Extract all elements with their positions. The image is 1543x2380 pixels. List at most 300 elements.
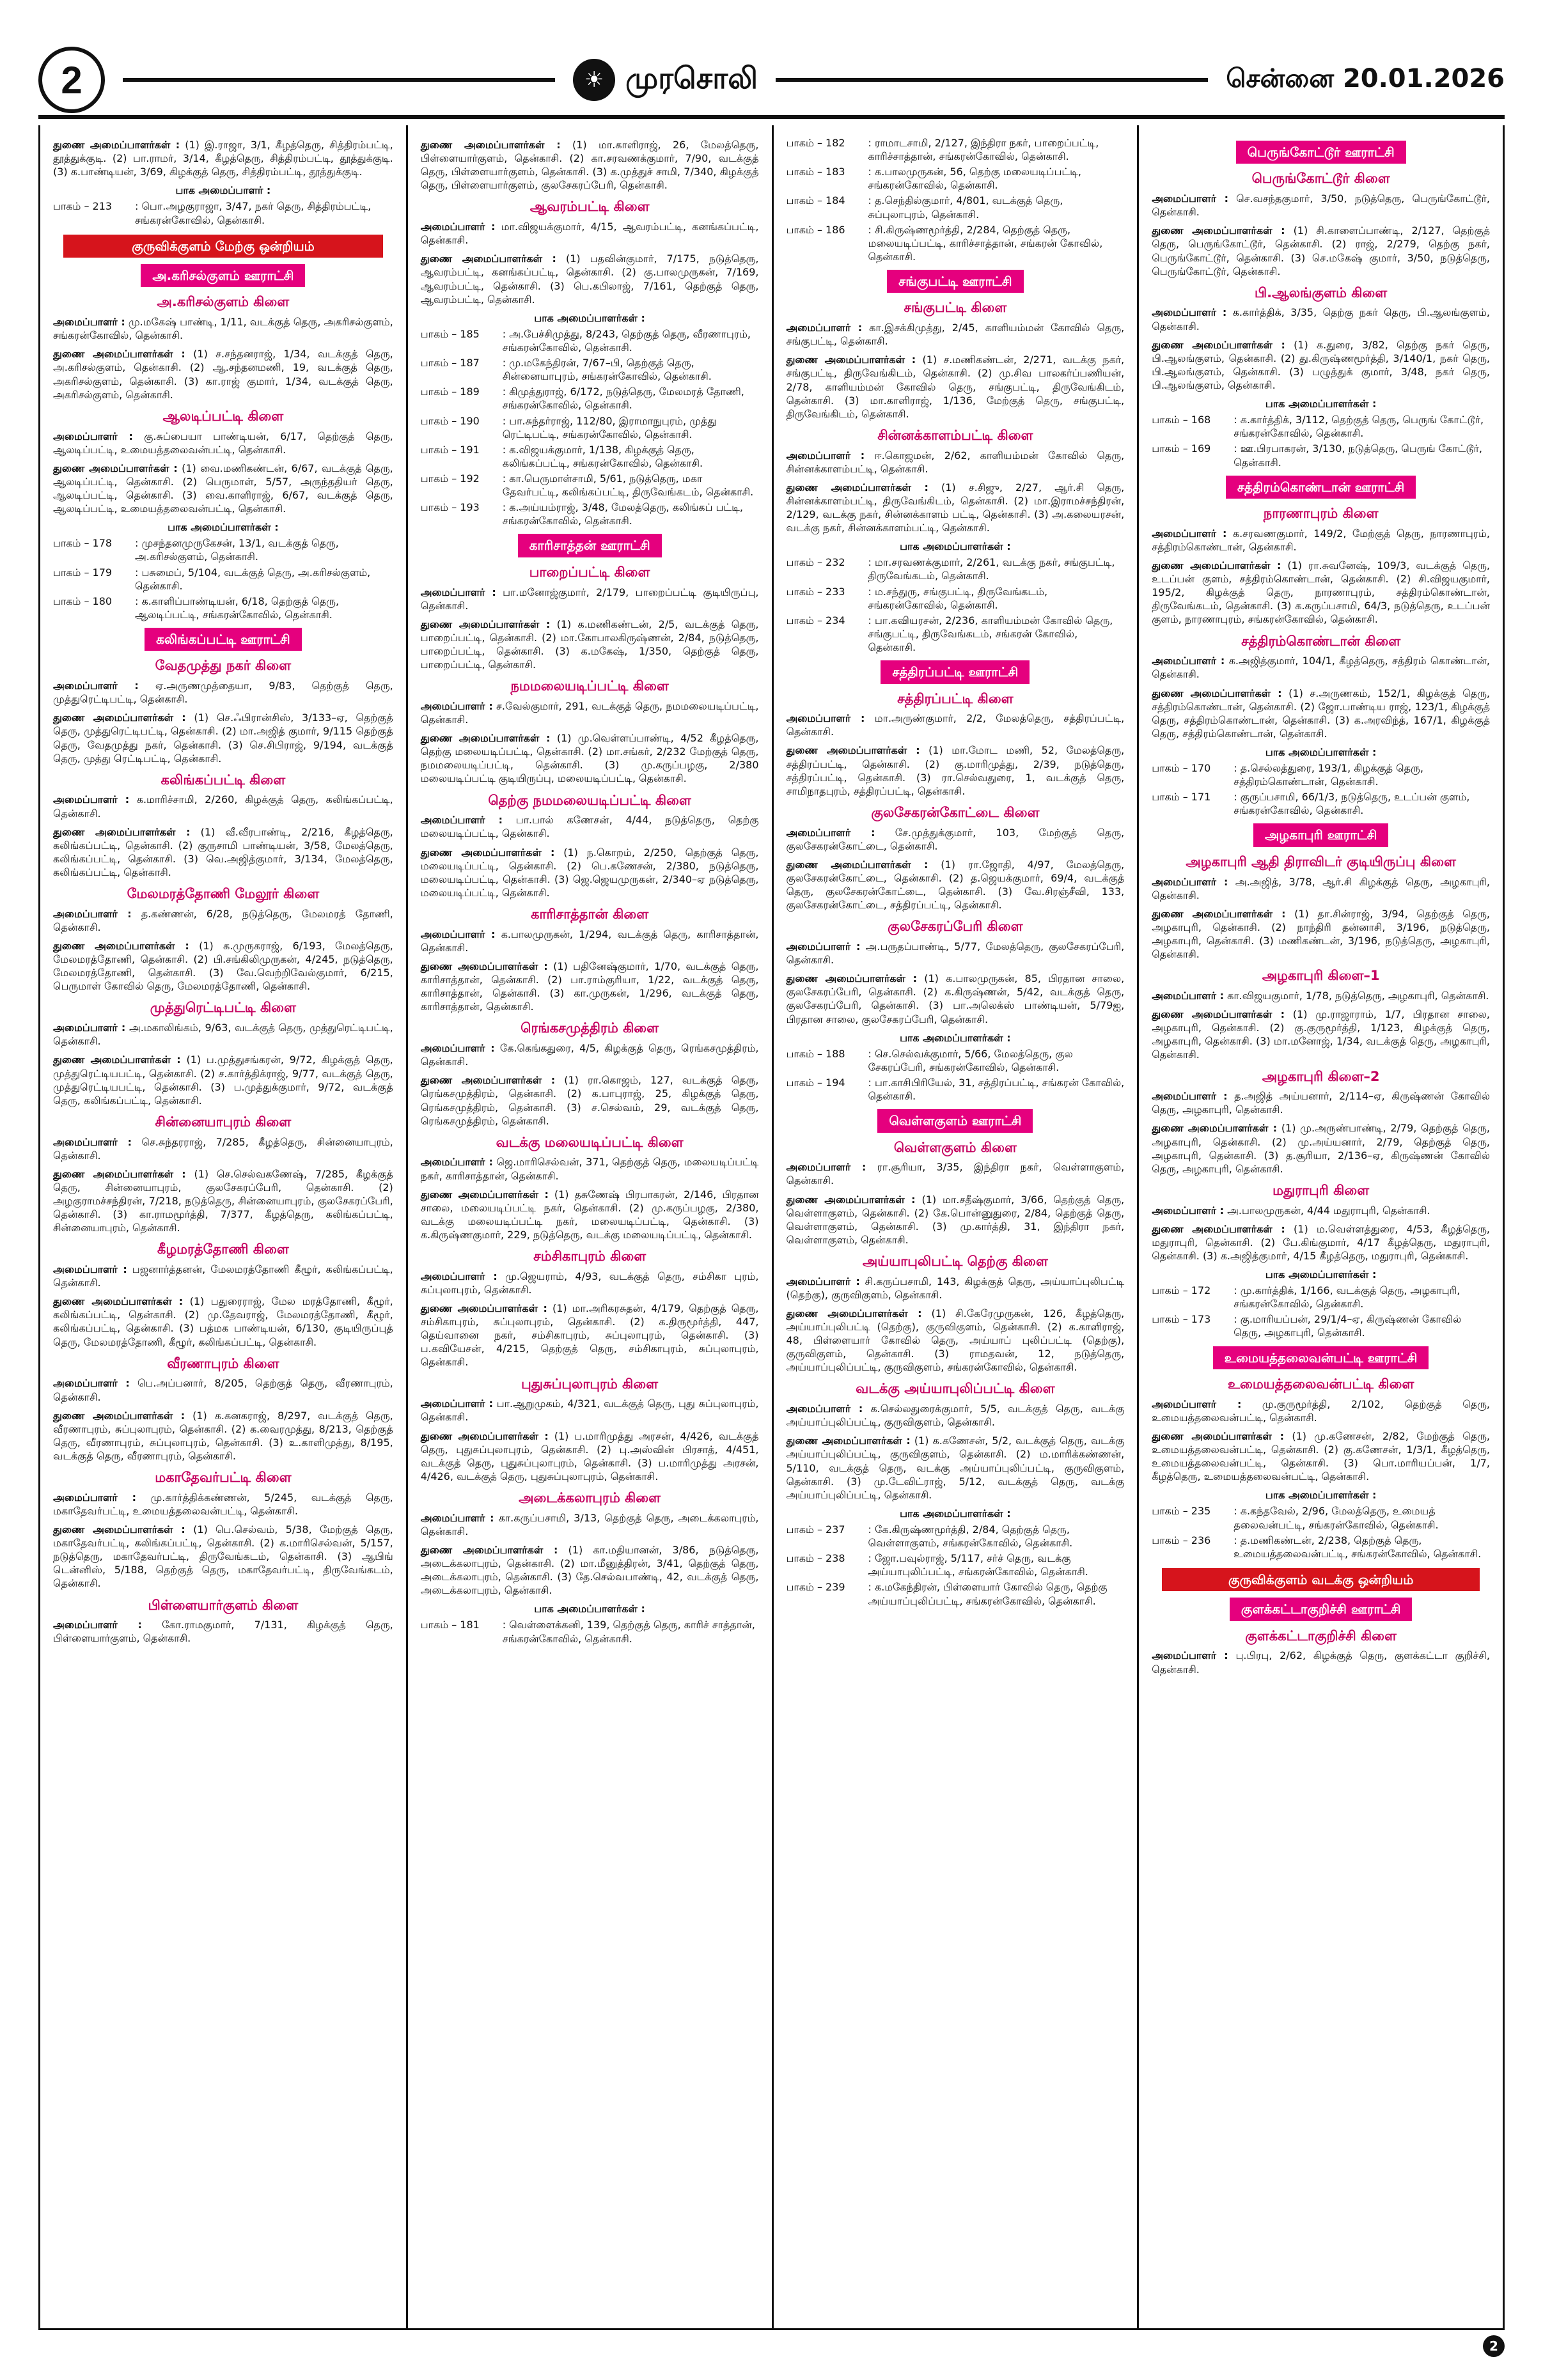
entry-paragraph — [53, 347, 393, 401]
entry-label: துணை அமைப்பாளர்கள் : — [53, 348, 185, 361]
branch-heading: வடக்கு மலையடிப்பட்டி கிளை — [496, 1134, 684, 1150]
booth-number: பாகம் – 190 — [420, 414, 480, 427]
entry-paragraph — [53, 939, 393, 993]
entry-paragraph — [421, 928, 759, 954]
booth-entry — [787, 614, 1125, 654]
entry-paragraph — [421, 1429, 759, 1483]
union-heading: குருவிக்குளம் மேற்கு ஒன்றியம் — [63, 235, 383, 258]
section-subheading: பாக அமைப்பாளர்கள் : — [900, 1507, 1011, 1520]
entry-text: அ.பாலமுருகன், 4/44 மதுராபுரி, தென்காசி. — [1227, 1204, 1430, 1217]
panchayat-heading: வெள்ளகுளம் ஊராட்சி — [877, 1109, 1033, 1132]
branch-heading: சத்திரப்பட்டி கிளை — [897, 690, 1014, 706]
entry-text: (1) க.கணேசன், 5/2, வடக்குத் தெரு, வடக்கு அய்யாப்புலிப்பட்டி, குருவிகுளம், தென்காசி. (2) ம.மாரிக்கண்ணன், 5/110, வடக்குத் தெரு, வடக்கு அய்யாப்புலிப்பட்டி, குருவிகுளம், தென்காசி. (3) மு.டேவிட்ராஜ், 5/12, வடக்குத் தெரு, வடக்கு அய்யாப்புலிப்பட்டி, தென்காசி. — [786, 1435, 1125, 1501]
entry-text: (1) வை.மணிகண்டன், 6/67, வடக்குத் தெரு, ஆலடிப்பட்டி, தென்காசி. (2) பெருமாள், 5/57, அருந்ததியர் தெரு, ஆலடிப்பட்டி, தென்காசி. (3) வை.காளிராஜ், 6/67, வடக்குத் தெரு, ஆலடிப்பட்டி, உமையத்தலைவன்பட்டி, தென்காசி. — [53, 462, 393, 515]
booth-entry — [1152, 761, 1490, 788]
entry-label: துணை அமைப்பாளர்கள் : — [53, 940, 189, 953]
entry-label: துணை அமைப்பாளர்கள் : — [420, 1543, 558, 1556]
booth-number: பாகம் – 183 — [786, 166, 845, 178]
branch-heading: அ.கரிசல்குளம் கிளை — [157, 294, 290, 310]
entry-paragraph — [1152, 1089, 1490, 1116]
entry-text: (1) க.பாலமுருகன், 85, பிரதான சாலை, குலசேகரப்பேரி, தென்காசி. (2) க.கிருஷ்ணன், 5/42, வடக்குத் தெரு, குலசேகரப்பேரி, தென்காசி. (3) பா.அலெக்ஸ் பாண்டியன், 5/79ஐ, பிரதான சாலை, குலசேகரப்பேரி, தென்காசி. — [786, 972, 1125, 1025]
entry-paragraph — [787, 1307, 1125, 1374]
entry-label: அமைப்பாளர் : — [420, 1397, 494, 1410]
entry-text: அ.அஜித், 3/78, ஆர்.சி கிழக்குத் தெரு, அழகாபுரி, தென்காசி. — [1152, 875, 1491, 901]
entry-paragraph — [787, 1434, 1125, 1502]
booth-organizer: : ம.சந்துரு, சங்குபட்டி, திருவேங்கடம், சங்கரன்கோவில், தென்காசி. — [868, 585, 1048, 611]
booth-organizer: : பா.சுந்தர்ராஜ், 112/80, இராமாநுபுரம், முத்து ரெட்டிபட்டி, சங்கரன்கோவில், தென்காசி. — [502, 414, 717, 440]
entry-paragraph — [787, 972, 1125, 1025]
entry-paragraph — [53, 825, 393, 879]
entry-text: (1) மு.ராஜாராம், 1/7, பிரதான சாலை, அழகாபுரி, தென்காசி. (2) கு.குருமூர்த்தி, 1/123, கிழக்குத் தெரு, அழகாபுரி, தென்காசி. (3) மா.மனோஜ், 1/34, வடக்குத் தெரு, அழகாபுரி, தென்காசி. — [1152, 1008, 1490, 1061]
entry-paragraph — [787, 712, 1125, 738]
entry-paragraph — [421, 220, 759, 247]
branch-heading: உமையத்தலைவன்பட்டி கிளை — [1227, 1376, 1414, 1392]
entry-paragraph — [1152, 338, 1490, 392]
entry-label: துணை அமைப்பாளர்கள் : — [420, 139, 561, 151]
entry-text: க.மாரிச்சாமி, 2/260, கிழக்குத் தெரு, கலிங்கப்பட்டி, தென்காசி. — [53, 793, 393, 820]
entry-text: (1) செ.ஃபிரான்சிஸ், 3/133–ஏ, தெற்குத் தெரு, முத்துரெட்டிபட்டி, தென்காசி. (2) மா.அஜித் குமார், 9/115 தெற்குத் தெரு, வேதமுத்து நகர், தென்காசி. (3) செ.சிபிராஜ், 9/194, வடக்குத் தெரு, முத்து ரெட்டிபட்டி, தென்காசி. — [53, 712, 393, 765]
entry-paragraph — [421, 1270, 759, 1296]
entry-label: அமைப்பாளர் : — [53, 316, 125, 329]
booth-entry — [787, 165, 1125, 192]
entry-label: துணை அமைப்பாளர்கள் : — [786, 481, 928, 494]
booth-number: பாகம் – 181 — [420, 1619, 480, 1631]
entry-paragraph — [787, 1402, 1125, 1429]
booth-organizer: : பா.கவியரசன், 2/236, காளியம்மன் கோவில் தெரு, சங்குபட்டி, திருவேங்கடம், சங்கரன் கோவில், தென்காசி. — [868, 614, 1113, 653]
section-subheading: பாக அமைப்பாளர்கள் : — [900, 1031, 1011, 1044]
entry-text: பெ.அப்பனார், 8/205, தெற்குத் தெரு, வீரணாபுரம், தென்காசி. — [53, 1377, 393, 1403]
entry-text: த.அஜித் அய்யனார், 2/114–ஏ, கிருஷ்ணன் கோவில் தெரு, அழகாபுரி, தென்காசி. — [1152, 1090, 1491, 1116]
entry-paragraph — [53, 430, 393, 456]
entry-paragraph — [1152, 687, 1490, 740]
entry-text: பஜனார்த்தனன், மேலமரத்தோணி கீழூர், கலிங்கப்பட்டி, தென்காசி. — [53, 1263, 393, 1289]
entry-text: (1) ரா.கொஜம், 127, வடக்குத் தெரு, ரெங்கசமுத்திரம், தென்காசி. (2) க.பாபுராஜ், 25, கிழக்குத் தெரு, ரெங்கசமுத்திரம், தென்காசி. (3) ச.செல்வம், 29, வடக்குத் தெரு, ரெங்கசமுத்திரம், தென்காசி. — [420, 1074, 759, 1127]
section-subheading: பாக அமைப்பாளர்கள் : — [534, 311, 645, 324]
entry-label: அமைப்பாளர் : — [786, 449, 865, 462]
entry-text: (1) க.முருகராஜ், 6/193, மேலத்தெரு, மேலமரத்தோணி, தென்காசி. (2) பி.சங்கிலிமுருகன், 4/245, நடுத்தெரு, மேலமரத்தோணி, தென்காசி. (3) வே.வெற்றிவேல்குமார், 6/215, பெருமாள் கோவில் தெரு, மேலமரத்தோணி, தென்காசி. — [53, 940, 393, 993]
branch-heading: அய்யாபுலிபட்டி தெற்கு கிளை — [862, 1253, 1048, 1269]
entry-text: (1) தசுணேஷ் பிரபாகரன், 2/146, பிரதான சாலை, மலையடிப்பட்டி நகர், தென்காசி. (2) மு.கருப்பழகு, 2/380, வடக்கு மலையடிப்பட்டி நகர், மலையடிப்பட்டி, தென்காசி. (3) க.கிருஷ்ணகுமார், 229, நடுத்தெரு, வடக்கு மலையடிப்பட்டி, தென்காசி. — [420, 1188, 759, 1241]
entry-label: அமைப்பாளர் : — [786, 712, 865, 725]
entry-label: துணை அமைப்பாளர்கள் : — [53, 1167, 186, 1180]
entry-paragraph — [53, 1167, 393, 1235]
entry-label: துணை அமைப்பாளர்கள் : — [53, 139, 180, 151]
entry-label: துணை அமைப்பாளர்கள் : — [1152, 1008, 1285, 1021]
booth-entry — [787, 1523, 1125, 1550]
entry-label: துணை அமைப்பாளர்கள் : — [420, 846, 555, 859]
entry-label: துணை அமைப்பாளர்கள் : — [1152, 687, 1282, 699]
entry-paragraph — [1152, 989, 1490, 1002]
booth-organizer: : ஜோ.பவுல்ராஜ், 5/117, சர்ச் தெரு, வடக்கு அய்யாபுலிப்பட்டி, சங்கரன்கோவில், தென்காசி. — [868, 1552, 1088, 1578]
booth-organizer: : கிமுத்துராஜ், 6/172, நடுத்தெரு, மேலமரத் தோணி, சங்கரன்கோவில், தென்காசி. — [502, 385, 744, 412]
entry-text: சே.முத்துக்குமார், 103, மேற்குத் தெரு, குலசேகரன்கோட்டை, தென்காசி. — [786, 826, 1125, 852]
entry-text: செ.சுந்தரராஜ், 7/285, கீழத்தெரு, சின்னையாபுரம், தென்காசி. — [53, 1135, 393, 1162]
booth-entry — [787, 194, 1125, 221]
branch-heading: சங்குபட்டி கிளை — [904, 300, 1007, 316]
entry-label: துணை அமைப்பாளர்கள் : — [420, 1074, 556, 1087]
entry-label: துணை அமைப்பாளர்கள் : — [786, 354, 916, 366]
booth-entry — [421, 1618, 759, 1645]
entry-label: துணை அமைப்பாளர்கள் : — [786, 972, 918, 985]
entry-paragraph — [1152, 875, 1490, 902]
entry-label: அமைப்பாளர் : — [420, 221, 496, 233]
entry-paragraph — [421, 618, 759, 671]
header-rule-right — [776, 78, 1208, 82]
branch-heading: பெருங்கோட்டூர் கிளை — [1251, 171, 1390, 187]
booth-number: பாகம் – 185 — [420, 327, 480, 340]
entry-paragraph — [421, 138, 759, 192]
entry-paragraph — [787, 1193, 1125, 1247]
entry-text: க.கார்த்திக், 3/35, தெற்கு நகர் தெரு, பி.ஆலங்குளம், தென்காசி. — [1152, 306, 1490, 332]
booth-entry — [421, 356, 759, 383]
booth-entry — [787, 1580, 1125, 1607]
entry-text: கே.கெங்கதுரை, 4/5, கிழக்குத் தெரு, ரெங்கசமுத்திரம், தென்காசி. — [420, 1042, 759, 1068]
booth-number: பாகம் – 234 — [786, 614, 845, 626]
entry-label: அமைப்பாளர் : — [53, 1135, 132, 1148]
entry-text: (1) மா.மோட மணி, 52, மேலத்தெரு, சத்திரப்பட்டி, தென்காசி. (2) கு.மாரிமுத்து, 2/39, நடுத்தெரு, சத்திரப்பட்டி, தென்காசி. (3) ரா.செல்வதுரை, 1, வடக்குத் தெரு, சாமிநாதபுரம், சத்திரப்பட்டி, தென்காசி. — [786, 744, 1125, 797]
branch-heading: பாறைப்பட்டி கிளை — [529, 564, 650, 580]
booth-number: பாகம் – 184 — [786, 194, 845, 207]
entry-label: துணை அமைப்பாளர்கள் : — [1152, 907, 1286, 920]
entry-paragraph — [53, 711, 393, 765]
booth-entry — [1152, 1312, 1490, 1339]
entry-label: துணை அமைப்பாளர்கள் : — [53, 1054, 181, 1066]
entry-paragraph — [421, 846, 759, 899]
entry-label: அமைப்பாளர் : — [53, 680, 139, 692]
entry-label: அமைப்பாளர் : — [1152, 527, 1227, 540]
booth-number: பாகம் – 237 — [786, 1523, 845, 1536]
entry-text: ஜெ.மாரிசெல்வன், 371, தெற்குத் தெரு, மலையடிப்பட்டி நகர், காரிசாத்தான், தென்காசி. — [420, 1156, 759, 1182]
entry-label: அமைப்பாளர் : — [420, 928, 496, 940]
entry-paragraph — [1152, 192, 1490, 219]
booth-number: பாகம் – 189 — [420, 385, 480, 398]
entry-label: துணை அமைப்பாளர்கள் : — [420, 960, 548, 972]
booth-number: பாகம் – 235 — [1152, 1505, 1211, 1518]
entry-label: அமைப்பாளர் : — [786, 1275, 860, 1287]
branch-heading: சம்சிகாபுரம் கிளை — [533, 1248, 646, 1264]
entry-label: துணை அமைப்பாளர்கள் : — [1152, 224, 1285, 237]
booth-number: பாகம் – 192 — [420, 472, 480, 485]
entry-label: அமைப்பாளர் : — [786, 940, 861, 953]
booth-entry — [421, 472, 759, 499]
panchayat-heading: காரிசாத்தன் ஊராட்சி — [518, 534, 662, 557]
booth-number: பாகம் – 168 — [1152, 414, 1211, 426]
booth-number: பாகம் – 186 — [786, 223, 845, 236]
entry-label: அமைப்பாளர் : — [420, 1156, 493, 1169]
panchayat-heading: சத்திரம்கொண்டான் ஊராட்சி — [1226, 476, 1416, 499]
branch-heading: காரிசாத்தான் கிளை — [531, 906, 649, 922]
section-subheading: பாக அமைப்பாளர்கள் : — [168, 521, 279, 534]
booth-number: பாகம் – 236 — [1152, 1534, 1211, 1546]
entry-text: செ.வசந்தகுமார், 3/50, நடுத்தெரு, பெருங்கோட்டூர், தென்காசி. — [1152, 192, 1491, 219]
entry-label: அமைப்பாளர் : — [1152, 655, 1225, 667]
panchayat-heading: குளக்கட்டாகுறிச்சி ஊராட்சி — [1230, 1598, 1413, 1621]
entry-text: ஏ.அருணமுத்தையா, 9/83, தெற்குத் தெரு, முத்துரெட்டிபட்டி, தென்காசி. — [53, 680, 393, 706]
branch-heading: குளக்கட்டாகுறிச்சி கிளை — [1245, 1628, 1397, 1644]
entry-label: அமைப்பாளர் : — [53, 793, 130, 806]
entry-label: துணை அமைப்பாளர்கள் : — [420, 618, 551, 630]
entry-text: (1) மு.அருண்பாண்டி, 2/79, தெற்குத் தெரு, அழகாபுரி, தென்காசி. (2) மு.அய்யனார், 2/79, தெற்குத் தெரு, அழகாபுரி, தென்காசி. (3) த.சூரியா, 2/136–ஏ, கிருஷ்ணன் கோவில் தெரு, அழகாபுரி, தென்காசி. — [1152, 1122, 1491, 1175]
entry-paragraph — [53, 1021, 393, 1048]
entry-text: மு.கார்த்திக்கண்ணன், 5/245, வடக்குத் தெரு, மகாதேவர்பட்டி, உமையத்தலைவன்பட்டி, தென்காசி. — [53, 1491, 393, 1517]
entry-paragraph — [53, 462, 393, 515]
entry-paragraph — [787, 1160, 1125, 1187]
booth-entry — [787, 1552, 1125, 1578]
entry-label: துணை அமைப்பாளர்கள் : — [420, 253, 556, 265]
entry-label: அமைப்பாளர் : — [420, 699, 493, 712]
entry-paragraph — [421, 252, 759, 306]
entry-text: கு.சுப்பையா பாண்டியன், 6/17, தெற்குத் தெரு, ஆலடிப்பட்டி, உமையத்தலைவன்பட்டி, தென்காசி. — [53, 430, 393, 456]
entry-label: துணை அமைப்பாளர்கள் : — [786, 1307, 922, 1319]
entry-text: க.செல்லதுரைக்குமார், 5/5, வடக்குத் தெரு, வடக்கு அய்யாப்புலிப்பட்டி, குருவிகுளம், தென்காசி. — [786, 1403, 1125, 1429]
section-subheading: பாக அமைப்பாளர்கள் : — [1265, 1268, 1377, 1281]
booth-number: பாகம் – 238 — [786, 1552, 845, 1565]
entry-text: மு.மகேஷ் பாண்டி, 1/11, வடக்குத் தெரு, அகரிசல்குளம், சங்கரன்கோவில், தென்காசி. — [53, 316, 393, 342]
entry-paragraph — [53, 1135, 393, 1162]
booth-organizer: : செ.செல்வக்குமார், 5/66, மேலத்தெரு, குல சேகரப்பேரி, சங்கரன்கோவில், தென்காசி. — [868, 1047, 1073, 1073]
entry-paragraph — [1152, 1007, 1490, 1061]
entry-paragraph — [1152, 224, 1490, 277]
entry-paragraph — [421, 1543, 759, 1597]
entry-paragraph — [53, 679, 393, 706]
branch-heading: சத்திரம்கொண்டான் கிளை — [1241, 633, 1401, 649]
booth-entry — [787, 1047, 1125, 1074]
entry-paragraph — [421, 1511, 759, 1538]
entry-text: (1) சி.கேரேமுருகன், 126, கீழத்தெரு, அய்யாப்புலிபட்டி (தெற்கு), குருவிகுளம், தென்காசி. (2) க.காளிராஜ், 48, பிள்ளையார் கோவில் தெரு, அய்யாப் புலிப்பட்டி (தெற்கு), குருவிகுளம், தென்காசி. (3) ராமதவன், 12, நடுத்தெரு, அய்யாப்புலிப்பட்டி, குருவிகுளம், சங்கரன்கோவில், தென்காசி. — [786, 1307, 1125, 1374]
entry-text: (1) ச.மணிகண்டன், 2/271, வடக்கு நகர், சங்குபட்டி, திருவேங்கிடம், தென்காசி. (2) மு.சிவ பாலகர்ப்பணியன், 2/78, காளியம்மன் கோவில் தெரு, சங்குபட்டி, திருவேங்கிடம், தென்காசி. (3) மா.காளிராஜ், 1/136, மேற்குத் தெரு, சங்குபட்டி, திருவேங்கிடம், தென்காசி. — [786, 354, 1125, 420]
entry-label: அமைப்பாளர் : — [53, 1491, 137, 1504]
entry-text: மா.விஜயக்குமார், 4/15, ஆவரம்பட்டி, கனங்கப்பட்டி, தென்காசி. — [420, 221, 759, 247]
entry-label: துணை அமைப்பாளர்கள் : — [53, 1523, 185, 1536]
booth-number: பாகம் – 187 — [420, 357, 480, 369]
entry-text: (1) பதினேஷ்குமார், 1/70, வடக்குத் தெரு, காரிசாத்தான், தென்காசி. (2) பா.ராம்குரியா, 1/22, வடக்குத் தெரு, காரிசாத்தான், தென்காசி. (3) கா.முருகன், 1/296, வடக்குத் தெரு, காரிசாத்தான், தென்காசி. — [420, 960, 759, 1013]
entry-text: ச.வேல்குமார், 291, வடக்குத் தெரு, நமமலையடிப்பட்டி, தென்காசி. — [420, 699, 759, 726]
panchayat-heading: அ.கரிசல்குளம் ஊராட்சி — [141, 264, 305, 287]
masthead — [573, 59, 758, 101]
entry-label: அமைப்பாளர் : — [1152, 1397, 1242, 1410]
entry-paragraph — [1152, 1121, 1490, 1175]
booth-number: பாகம் – 179 — [53, 566, 113, 579]
entry-label: அமைப்பாளர் : — [1152, 192, 1229, 205]
entry-paragraph — [787, 353, 1125, 421]
booth-organizer: : க.மகேந்திரன், பிள்ளையார் கோவில் தெரு, தெற்கு அய்யாப்புலிப்பட்டி, சங்கரன்கோவில், தென்காசி. — [868, 1581, 1108, 1607]
booth-organizer: : பசுமைப், 5/104, வடக்குத் தெரு, அ.கரிசல்குளம், தென்காசி. — [135, 566, 371, 592]
entry-paragraph — [53, 1491, 393, 1518]
entry-label: அமைப்பாளர் : — [420, 1270, 497, 1282]
branch-heading: மேலமரத்தோணி மேலூர் கிளை — [127, 886, 320, 902]
booth-entry — [421, 327, 759, 354]
entry-label: அமைப்பாளர் : — [1152, 1090, 1228, 1103]
entry-paragraph — [421, 1302, 759, 1369]
entry-paragraph — [53, 1523, 393, 1591]
entry-paragraph — [1152, 1397, 1490, 1424]
entry-label: துணை அமைப்பாளர்கள் : — [786, 1435, 911, 1447]
booth-entry — [1152, 1534, 1490, 1560]
entry-text: (1) இ.ராஜா, 3/1, கீழத்தெரு, சித்திரம்பட்டி, தூத்துக்குடி. (2) பா.ராமர், 3/14, கீழத்தெரு, சித்திரம்பட்டி, தூத்துக்குடி. (3) க.பாண்டியன், 3/69, கிழக்குத் தெரு, சித்திரம்பட்டி, தூத்துக்குடி. — [53, 139, 393, 178]
booth-organizer: : த.செந்தில்குமார், 4/801, வடக்குத் தெரு, சுப்புலாபுரம், தென்காசி. — [868, 194, 1063, 221]
booth-number: பாகம் – 173 — [1152, 1313, 1211, 1326]
booth-number: பாகம் – 178 — [53, 537, 113, 550]
booth-number: பாகம் – 169 — [1152, 442, 1211, 455]
booth-organizer: : க.விஜயக்குமார், 1/138, கிழக்குத் தெரு, கலிங்கப்பட்டி, சங்கரன்கோவில், தென்காசி. — [502, 443, 703, 469]
section-subheading: பாக அமைப்பாளர்கள் : — [534, 1603, 645, 1615]
entry-label: துணை அமைப்பாளர்கள் : — [420, 1429, 549, 1442]
entry-paragraph — [421, 813, 759, 840]
branch-heading: ஆலடிப்பட்டி கிளை — [162, 408, 284, 424]
entry-label: துணை அமைப்பாளர்கள் : — [786, 744, 920, 757]
entry-text: ஈ.கொஜமன், 2/62, காளியம்மன் கோவில் தெரு, சின்னக்காளம்பட்டி, தென்காசி. — [786, 449, 1125, 475]
booth-organizer: : பொ.அழகுராஜா, 3/47, நகர் தெரு, சித்திரம்பட்டி, சங்கரன்கோவில், தென்காசி. — [135, 200, 372, 226]
booth-entry — [421, 443, 759, 470]
entry-text: (1) க.மணிகண்டன், 2/5, வடக்குத் தெரு, பாறைப்பட்டி, தென்காசி. (2) மா.கோபாலகிருஷ்ணன், 2/84, நடுத்தெரு, பாறைப்பட்டி, தென்காசி. (3) க.மகேஷ், 1/350, தெற்குத் தெரு, பாறைப்பட்டி, தென்காசி. — [420, 618, 759, 671]
booth-number: பாகம் – 193 — [420, 501, 480, 514]
entry-text: அ.பருதப்பாண்டி, 5/77, மேலத்தெரு, குலசேகரப்பேரி, தென்காசி. — [786, 940, 1125, 967]
branch-heading: குலசேகரப்பேரி கிளை — [888, 919, 1023, 935]
header-rule-left — [123, 78, 555, 82]
entry-label: அமைப்பாளர் : — [53, 1022, 126, 1034]
booth-entry — [1152, 1504, 1490, 1531]
entry-paragraph — [787, 321, 1125, 348]
booth-organizer: : ராமாடசாமி, 2/127, இந்திரா நகர், பாறைப்பட்டி, காரிச்சாத்தான், சங்கரன்கோவில், தென்காசி. — [868, 137, 1099, 163]
entry-label: அமைப்பாளர் : — [53, 1263, 127, 1276]
branch-heading: அழகாபுரி கிளை–2 — [1262, 1068, 1380, 1084]
columns-container — [38, 125, 1505, 2330]
entry-text: (1) மா.சதீஷ்குமார், 3/66, தெற்குத் தெரு, வெள்ளாகுளம், தென்காசி. (2) கே.பொன்னுதுரை, 2/84, தெற்குத் தெரு, வெள்ளாகுளம், தென்காசி. (3) மு.கார்த்தி, 31, இந்திரா நகர், வெள்ளாகுளம், தென்காசி. — [786, 1193, 1125, 1246]
branch-heading: ரெங்கசமுத்திரம் கிளை — [521, 1020, 659, 1036]
booth-entry — [53, 566, 393, 593]
entry-text: (1) ச.சிஜு, 2/27, ஆர்.சி தெரு, சின்னக்காளம்பட்டி, திருவேங்கிடம், தென்காசி. (2) மா.இராமச்சந்திரன், 2/129, வடக்கு நகர், சின்னக்காளம் பட்டி, தென்காசி. (3) அ.கலையரசன், வடக்கு நகர், சின்னக்காளம்பட்டி, தென்காசி. — [786, 481, 1125, 534]
entry-label: அமைப்பாளர் : — [420, 1042, 495, 1055]
entry-label: துணை அமைப்பாளர்கள் : — [53, 712, 186, 724]
entry-text: மா.அருண்குமார், 2/2, மேலத்தெரு, சத்திரப்பட்டி, தென்காசி. — [786, 712, 1125, 738]
column-2 — [406, 125, 772, 2328]
entry-label: அமைப்பாளர் : — [1152, 1204, 1224, 1217]
booth-number: பாகம் – 182 — [786, 137, 845, 149]
entry-paragraph — [53, 1053, 393, 1107]
entry-paragraph — [421, 1041, 759, 1068]
booth-number: பாகம் – 172 — [1152, 1284, 1211, 1297]
entry-text: (1) வீ.வீரபாண்டி, 2/216, கீழத்தெரு, கலிங்கப்பட்டி, தென்காசி. (2) குருசாமி பாண்டியன், 3/58, மேலத்தெரு, கலிங்கப்பட்டி, தென்காசி. (3) வெ.அஜித்குமார், 3/134, மேலத்தெரு, கலிங்கப்பட்டி, தென்காசி. — [53, 825, 393, 878]
booth-organizer: : முசந்தனமுருகேசன், 13/1, வடக்குத் தெரு, அ.கரிசல்குளம், தென்காசி. — [135, 537, 339, 563]
entry-label: துணை அமைப்பாளர்கள் : — [786, 858, 928, 871]
entry-paragraph — [53, 793, 393, 820]
entry-text: (1) மு.கணேசன், 2/82, மேற்குத் தெரு, உமையத்தலைவன்பட்டி, தென்காசி. (2) கு.கணேசன், 1/3/1, கீழத்தெரு, உமையத்தலைவன்பட்டி, தென்காசி. (3) பொ.மாரியப்பன், 1/7, கீழத்தெரு, உமையத்தலைவன்பட்டி, தென்காசி. — [1152, 1429, 1490, 1483]
entry-paragraph — [1152, 559, 1490, 626]
entry-label: துணை அமைப்பாளர்கள் : — [420, 1302, 547, 1315]
entry-paragraph — [53, 1618, 393, 1645]
entry-label: துணை அமைப்பாளர்கள் : — [1152, 338, 1285, 351]
booth-organizer: : வெள்ளைக்கனி, 139, தெற்குத் தெரு, காரிச் சாத்தான், சங்கரன்கோவில், தென்காசி. — [502, 1619, 755, 1645]
entry-text: அ.மகாலிங்கம், 9/63, வடக்குத் தெரு, முத்துரெட்டிபட்டி, தென்காசி. — [53, 1022, 393, 1048]
booth-entry — [53, 595, 393, 621]
booth-organizer: : கு.மாரியப்பன், 29/1/4–ஏ, கிருஷ்ணன் கோவில் தெரு, அழகாபுரி, தென்காசி. — [1234, 1313, 1462, 1339]
entry-text: சி.கருப்பசாமி, 143, கிழக்குத் தெரு, அய்யாப்புலிபட்டி (தெற்கு), குருவிகுளம், தென்காசி. — [786, 1275, 1125, 1301]
branch-heading: சின்னக்காளம்பட்டி கிளை — [877, 427, 1033, 443]
entry-paragraph — [421, 1155, 759, 1182]
entry-paragraph — [787, 940, 1125, 967]
booth-entry — [787, 223, 1125, 263]
booth-organizer: : குருப்பசாமி, 66/1/3, நடுத்தெரு, உடப்பன் குளம், சங்கரன்கோவில், தென்காசி. — [1234, 791, 1470, 817]
booth-entry — [787, 1076, 1125, 1103]
entry-label: துணை அமைப்பாளர்கள் : — [420, 732, 551, 745]
branch-heading: அழகாபுரி ஆதி திராவிடர் குடியிருப்பு கிளை — [1186, 853, 1456, 869]
entry-label: அமைப்பாளர் : — [53, 907, 132, 920]
entry-text: மு.குருமூர்த்தி, 2/102, தெற்குத் தெரு, உமையத்தலைவன்பட்டி, தென்காசி. — [1152, 1397, 1490, 1424]
column-4 — [1137, 125, 1503, 2328]
entry-text: (1) பதுரைராஜ், மேல மரத்தோணி, கீழூர், கலிங்கப்பட்டி, தென்காசி. (2) மு.தேவராஜ், மேலமரத்தோணி, கீழூர், கலிங்கப்பட்டி, தென்காசி. (3) பத்மக பாண்டியன், 6/130, குடியிருப்புத் தெரு, மேலமரத்தோணி, கீழூர், கலிங்கப்பட்டி, தென்காசி. — [53, 1295, 393, 1348]
entry-text: (1) தா.சின்ராஜ், 3/94, தெற்குத் தெரு, அழகாபுரி, தென்காசி. (2) நாந்திரி தன்னாசி, 3/196, நடுத்தெரு, அழகாபுரி, தென்காசி. (3) மணிகண்டன், 3/196, நடுத்தெரு, அழகாபுரி, தென்காசி. — [1152, 907, 1491, 961]
booth-number: பாகம் – 188 — [786, 1047, 845, 1060]
booth-entry — [421, 385, 759, 412]
branch-heading: அழகாபுரி கிளை–1 — [1262, 968, 1380, 984]
entry-paragraph — [787, 481, 1125, 534]
section-subheading: பாக அமைப்பாளர்கள் : — [1265, 398, 1377, 410]
entry-paragraph — [421, 1188, 759, 1241]
booth-entry — [53, 199, 393, 226]
branch-heading: முத்துரெட்டிபட்டி கிளை — [150, 1000, 296, 1016]
entry-paragraph — [53, 1409, 393, 1463]
booth-entry — [1152, 790, 1490, 817]
entry-paragraph — [787, 858, 1125, 912]
entry-text: (1) ப.முத்துசங்கரன், 9/72, கிழக்குத் தெரு, முத்துரெட்டியபட்டி, தென்காசி. (2) ச.கார்த்திக்ராஜ், 9/77, வடக்குத் தெரு, முத்துரெட்டியபட்டி, தென்காசி. (3) ப.முத்துக்குமார், 9/72, வடக்குத் தெரு, கலிங்கப்பட்டி, தென்காசி. — [53, 1054, 393, 1107]
sun-emblem-icon: ☀ — [573, 59, 615, 101]
entry-text: கா.விஜயகுமார், 1/78, நடுத்தெரு, அழகாபுரி, தென்காசி. — [1227, 989, 1489, 1002]
booth-organizer: : சி.கிருஷ்ணமூர்த்தி, 2/284, தெற்குத் தெரு, மலையடிப்பட்டி, காரிச்சாத்தான், சங்கரன் கோவில், தென்காசி. — [868, 223, 1103, 263]
booth-organizer: : க.காளிப்பாண்டியன், 6/18, தெற்குத் தெரு, ஆலடிப்பட்டி, சங்கரன்கோவில், தென்காசி. — [135, 595, 340, 621]
entry-paragraph — [421, 586, 759, 612]
booth-number: பாகம் – 170 — [1152, 762, 1211, 775]
entry-text: (1) க.கனகராஜ், 8/297, வடக்குத் தெரு, வீரணாபுரம், சுப்புலாபுரம், தென்காசி. (2) க.வைரமுத்து, 8/213, தெற்குத் தெரு, வீரணாபுரம், சுப்புலாபுரம், தென்காசி. (3) உ.காளிமுத்து, 8/195, வடக்குத் தெரு, வீரணாபுரம், தென்காசி. — [53, 1409, 393, 1462]
entry-label: துணை அமைப்பாளர்கள் : — [1152, 559, 1281, 572]
booth-organizer: : கா.பெருமாள்சாமி, 5/61, நடுத்தெரு, மகா தேவர்பட்டி, கலிங்கப்பட்டி, திருவேங்கடம், தென்காசி. — [502, 472, 754, 499]
panchayat-heading: சத்திரப்பட்டி ஊராட்சி — [881, 660, 1030, 683]
booth-organizer: : த.செல்லத்துரை, 193/1, கிழக்குத் தெரு, சத்திரம்கொண்டான், தென்காசி. — [1234, 762, 1423, 788]
entry-text: க.பாலமுருகன், 1/294, வடக்குத் தெரு, காரிசாத்தான், தென்காசி. — [420, 928, 759, 954]
entry-label: துணை அமைப்பாளர்கள் : — [1152, 1429, 1285, 1442]
entry-paragraph — [421, 1397, 759, 1424]
branch-heading: மதுராபுரி கிளை — [1273, 1182, 1370, 1198]
entry-label: துணை அமைப்பாளர்கள் : — [1152, 1122, 1278, 1135]
entry-text: (1) ரா.ஜோதி, 4/97, மேலத்தெரு, குலசேகரன்கோட்டை, தென்காசி. (2) த.ஜெயக்குமார், 69/4, வடக்குத் தெரு, குலசேகரன்கோட்டை, தென்காசி. (3) வே.சிரஞ்சீவி, 133, குலசேகரன்கோட்டை, சத்திரப்பட்டி, தென்காசி. — [786, 858, 1125, 912]
entry-text: பா.ஆறுமுகம், 4/321, வடக்குத் தெரு, புது சுப்புலாபுரம், தென்காசி. — [420, 1397, 759, 1424]
entry-text: கா.கருப்பசாமி, 3/13, தெற்குத் தெரு, அடைக்கலாபுரம், தென்காசி. — [420, 1511, 759, 1537]
section-subheading: பாக அமைப்பாளர்கள் : — [1265, 1489, 1377, 1502]
branch-heading: வீரணாபுரம் கிளை — [167, 1355, 279, 1371]
footer-page-number: 2 — [1483, 2335, 1505, 2357]
entry-text: (1) க.துரை, 3/82, தெற்கு நகர் தெரு, பி.ஆலங்குளம், தென்காசி. (2) து.கிருஷ்ணமூர்த்தி, 3/140/1, நகர் தெரு, பி.ஆலங்குளம், தென்காசி. (3) பழுத்துக் குமார், 3/48, நகர் தெரு, பி.ஆலங்குளம், தென்காசி. — [1152, 338, 1490, 392]
booth-number: பாகம் – 180 — [53, 595, 113, 607]
page-number-badge: 2 — [38, 47, 105, 113]
panchayat-heading: கலிங்கப்பட்டி ஊராட்சி — [145, 628, 302, 651]
entry-paragraph — [421, 731, 759, 785]
section-subheading: பாக அமைப்பாளர் : — [175, 184, 271, 197]
booth-organizer: : க.கந்தவேல், 2/96, மேலத்தெரு, உமையத் தலைவன்பட்டி, சங்கரன்கோவில், தென்காசி. — [1234, 1505, 1439, 1531]
booth-number: பாகம் – 194 — [786, 1076, 845, 1089]
entry-label: துணை அமைப்பாளர்கள் : — [53, 1409, 185, 1422]
booth-number: பாகம் – 233 — [786, 585, 845, 598]
entry-text: (1) மு.வெள்ளப்பாண்டி, 4/52 கீழத்தெரு, தெற்கு மலையடிப்பட்டி, தென்காசி. (2) மா.சங்கர், 2/232 மேற்குத் தெரு, நமமலையடிப்பட்டி, தென்காசி. (3) மு.கருப்பழகு, 2/380 மலையடிப்பட்டி குடியிருப்பு, மலையடிப்பட்டி, தென்காசி. — [420, 732, 759, 785]
booth-entry — [1152, 442, 1490, 469]
branch-heading: குலசேகரன்கோட்டை கிளை — [871, 804, 1040, 820]
branch-heading: வெள்ளகுளம் கிளை — [893, 1139, 1017, 1155]
branch-heading: சின்னையாபுரம் கிளை — [155, 1114, 292, 1130]
panchayat-heading: அழகாபுரி ஊராட்சி — [1253, 823, 1388, 846]
entry-label: அமைப்பாளர் : — [53, 1619, 142, 1631]
booth-entry — [1152, 1284, 1490, 1311]
branch-heading: மகாதேவர்பட்டி கிளை — [155, 1470, 292, 1486]
entry-text: பா.மனோஜ்குமார், 2/179, பாறைப்பட்டி குடியிருப்பு, தென்காசி. — [420, 586, 759, 612]
branch-heading: கலிங்கப்பட்டி கிளை — [161, 772, 286, 788]
